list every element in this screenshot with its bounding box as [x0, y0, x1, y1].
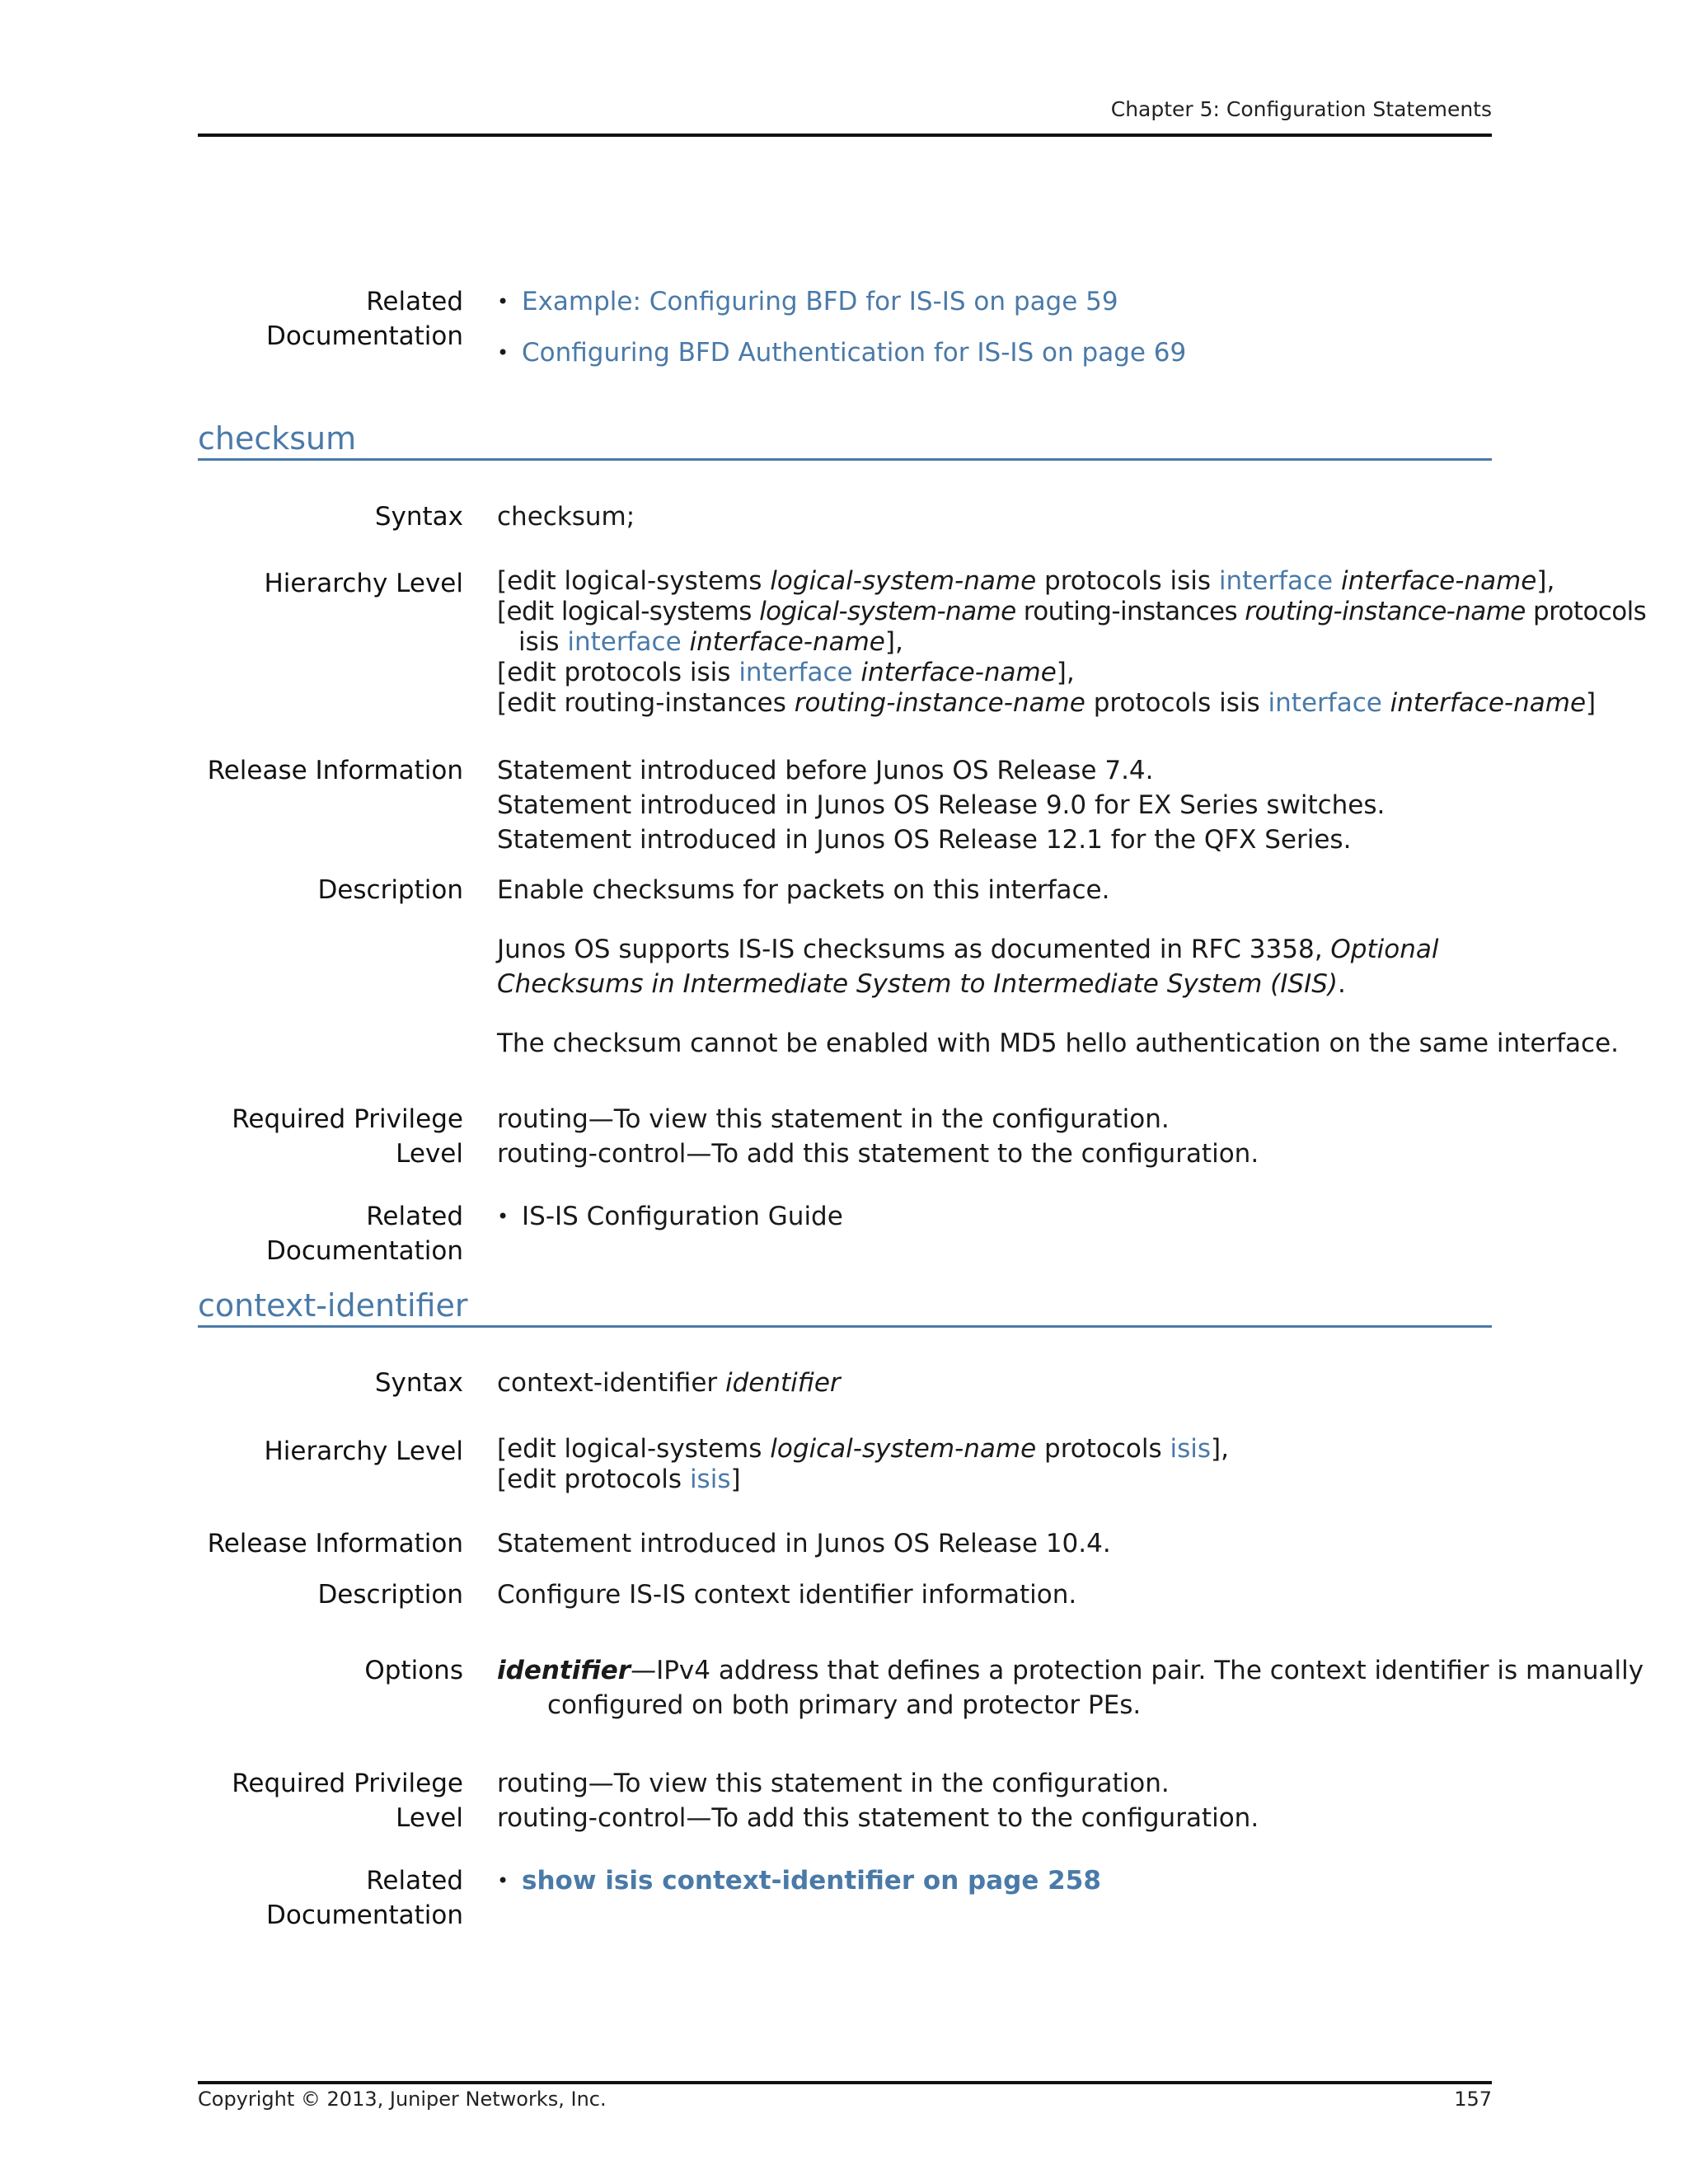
interface-link[interactable]: interface — [567, 627, 682, 657]
page-number: 157 — [1454, 2088, 1492, 2111]
syntax-value: context-identifier identifier — [497, 1368, 841, 1398]
interface-link[interactable]: interface — [1268, 688, 1382, 718]
copyright: Copyright © 2013, Juniper Networks, Inc. — [198, 2088, 607, 2111]
isis-link[interactable]: isis — [1170, 1434, 1211, 1464]
top-related-documentation — [198, 284, 1492, 375]
header-rule — [198, 134, 1492, 137]
related-link-item[interactable]: • show isis context-identifier on page 258 — [497, 1866, 1101, 1896]
isis-link[interactable]: isis — [689, 1465, 731, 1494]
related-link-item[interactable]: • Configuring BFD Authentication for IS-IS on page 69 — [497, 338, 1187, 368]
related-item: • IS-IS Configuration Guide — [497, 1202, 843, 1231]
related-label: Related Documentation — [266, 287, 463, 351]
chapter-header: Chapter 5: Configuration Statements — [1110, 97, 1492, 121]
syntax-value: checksum; — [497, 502, 635, 532]
interface-link[interactable]: interface — [1218, 566, 1334, 596]
section-title-checksum: checksum — [198, 420, 1492, 461]
interface-link[interactable]: interface — [738, 658, 853, 687]
footer-rule — [198, 2081, 1492, 2084]
section-title-context-identifier: context-identifier — [198, 1287, 1492, 1328]
related-link-item[interactable]: • Example: Configuring BFD for IS-IS on page 59 — [497, 287, 1118, 316]
